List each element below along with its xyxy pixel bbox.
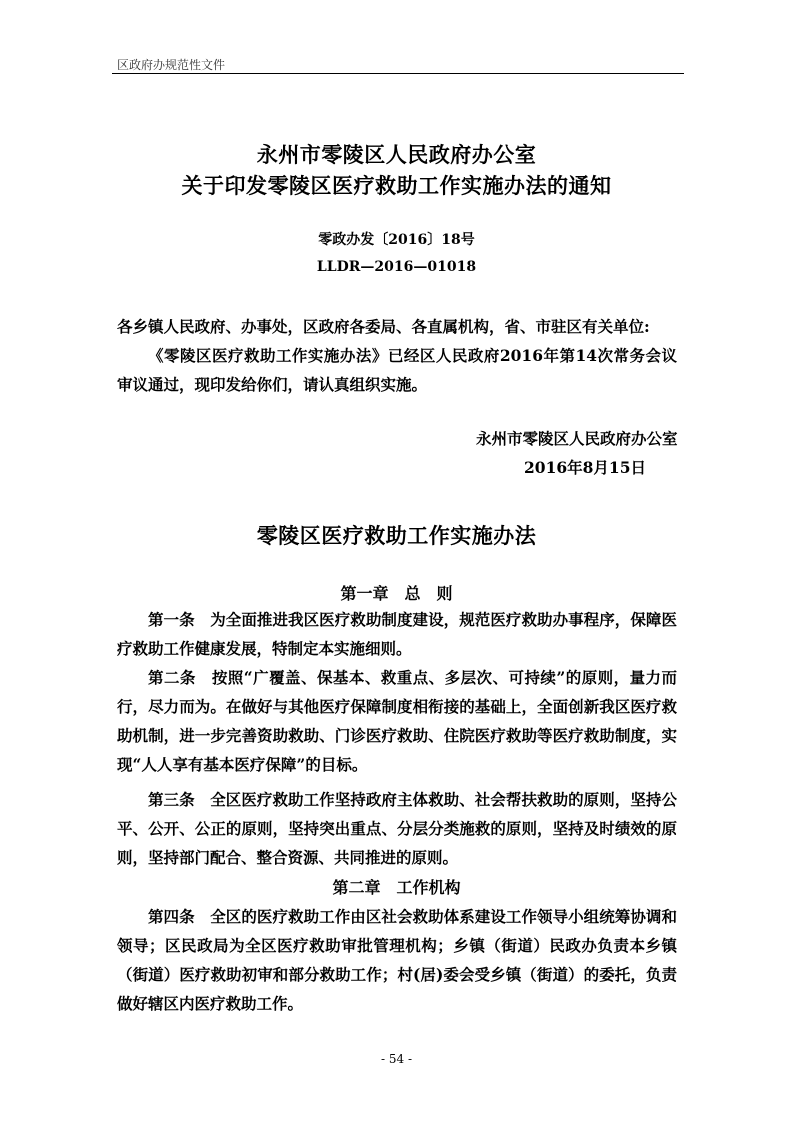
header-divider — [112, 73, 684, 74]
header-label: 区政府办规范性文件 — [117, 58, 226, 72]
article-4: 第四条 全区的医疗救助工作由区社会救助体系建设工作领导小组统筹协调和领导；区民政局为全区医疗救助审批管理机构；乡镇（街道）民政办负责本乡镇（街道）医疗救助初审和部分救助工作；村(居)委会受乡镇（街道）的委托，负责做好辖区内医疗救助工作。 — [117, 907, 677, 1013]
notice-body: 《零陵区医疗救助工作实施办法》已经区人民政府2016年第14次常务会议审议通过，现印发给你们，请认真组织实施。 — [117, 346, 677, 394]
measures-title: 零陵区医疗救助工作实施办法 — [256, 524, 537, 548]
register-code: LLDR—2016—01018 — [316, 259, 477, 275]
document-number: 零政办发〔2016〕18号 — [318, 232, 475, 248]
notice-title-line2: 关于印发零陵区医疗救助工作实施办法的通知 — [181, 174, 612, 198]
addressee: 各乡镇人民政府、办事处，区政府各委局、各直属机构，省、市驻区有关单位: — [117, 317, 650, 336]
article-2: 第二条 按照“广覆盖、保基本、救重点、多层次、可持续”的原则，量力而行，尽力而为。在做好与其他医疗保障制度相衔接的基础上，全面创新我区医疗救助机制，进一步完善资助救助、门诊医疗救助、住院医疗救助等医疗救助制度，实现“人人享有基本医疗保障”的目标。 — [117, 668, 677, 774]
page-number: - 54 - — [380, 1052, 412, 1066]
issue-date: 2016年8月15日 — [524, 458, 646, 477]
notice-title-line1: 永州市零陵区人民政府办公室 — [256, 143, 537, 167]
article-1: 第一条 为全面推进我区医疗救助制度建设，规范医疗救助办事程序，保障医疗救助工作健康发展，特制定本实施细则。 — [117, 610, 677, 658]
chapter-2-title: 第二章 工作机构 — [332, 878, 461, 897]
signer: 永州市零陵区人民政府办公室 — [476, 429, 678, 448]
article-3: 第三条 全区医疗救助工作坚持政府主体救助、社会帮扶救助的原则，坚持公平、公开、公正的原则，坚持突出重点、分层分类施救的原则，坚持及时绩效的原则，坚持部门配合、整合资源、共同推进的原则。 — [117, 790, 677, 867]
chapter-1-title: 第一章 总 则 — [340, 584, 453, 603]
